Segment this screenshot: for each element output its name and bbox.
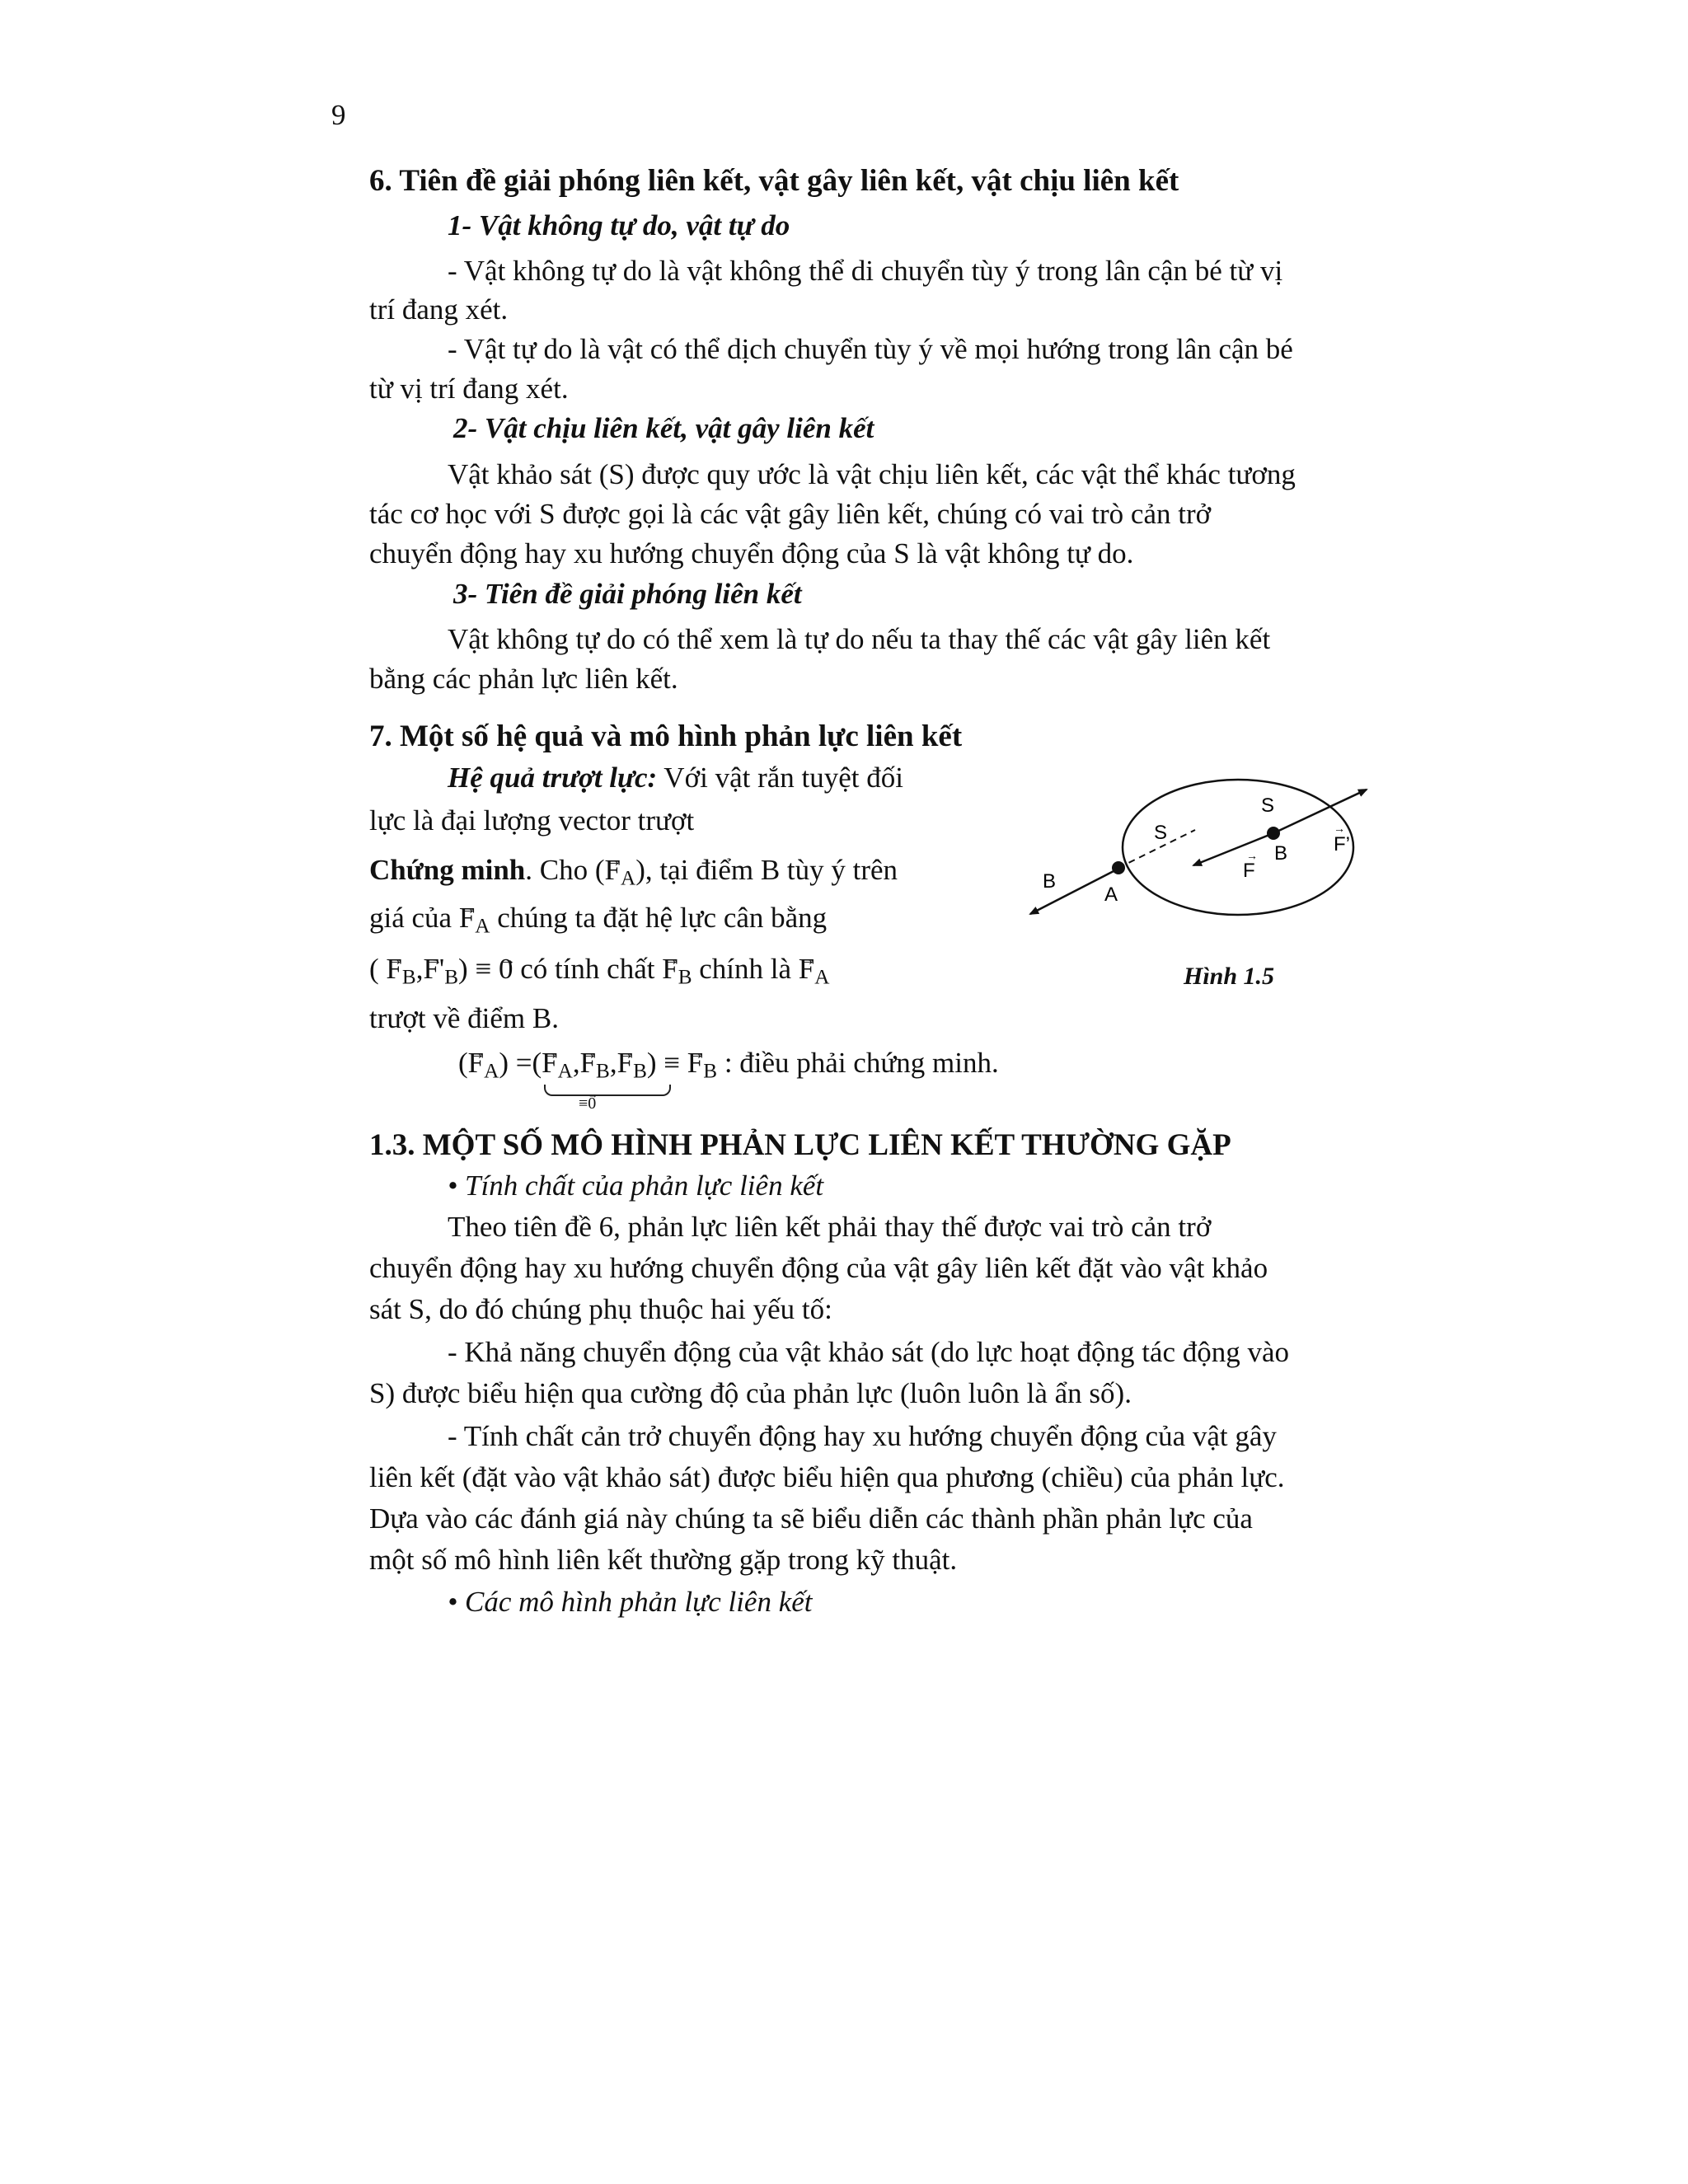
label-S-top: S: [1261, 794, 1275, 817]
page-number: 9: [331, 99, 346, 131]
label-B-left: B: [1043, 870, 1057, 893]
label-Fprime: F’: [1334, 833, 1350, 855]
section-6-title: 6. Tiên đề giải phóng liên kết, vật gây liên kết, vật chịu liên kết: [369, 164, 1179, 198]
figure-caption: Hình 1.5: [1184, 963, 1275, 990]
label-B-right: B: [1274, 842, 1288, 865]
paragraph-line: bằng các phản lực liên kết.: [369, 663, 678, 695]
figure-1-5: [1022, 775, 1385, 940]
paragraph-line: từ vị trí đang xét.: [369, 373, 569, 405]
point-B: [1267, 827, 1280, 840]
bullet-properties: • Tính chất của phản lực liên kết: [448, 1169, 824, 1202]
vector-arrow-Fprime: →: [1334, 822, 1345, 835]
equation: (→ $F_A$) =(→ $F_A,\to F_B,\to F_B$) ≡ → $F_B$ : điều phải chứng minh.: [458, 1043, 999, 1091]
paragraph-line: chuyển động hay xu hướng chuyển động của vật gây liên kết đặt vào vật khảo: [369, 1252, 1268, 1284]
vector-arrow-F: →: [1246, 849, 1258, 862]
paragraph-line: - Vật tự do là vật có thể dịch chuyển tùy ý về mọi hướng trong lân cận bé: [448, 333, 1293, 365]
subheading-1: 1- Vật không tự do, vật tự do: [448, 209, 790, 241]
point-A: [1112, 861, 1125, 874]
paragraph-line: Vật khảo sát (S) được quy ước là vật chịu liên kết, các vật thể khác tương: [448, 458, 1296, 490]
bullet-models: • Các mô hình phản lực liên kết: [448, 1586, 813, 1618]
paragraph-line: chuyển động hay xu hướng chuyển động của S là vật không tự do.: [369, 537, 1134, 569]
paragraph-line: - Khả năng chuyển động của vật khảo sát (do lực hoạt động tác động vào: [448, 1336, 1290, 1368]
paragraph-line: tác cơ học với S được gọi là các vật gây liên kết, chúng có vai trò cản trở: [369, 498, 1212, 530]
paragraph-line: Vật không tự do có thể xem là tự do nếu ta thay thế các vật gây liên kết: [448, 623, 1271, 655]
section-1-3-title: 1.3. MỘT SỐ MÔ HÌNH PHẢN LỰC LIÊN KẾT THƯỜNG GẶP: [369, 1128, 1231, 1162]
force-F-arrow: [1193, 833, 1273, 865]
underbrace: [544, 1085, 671, 1096]
underbrace-label: ≡→ 0: [579, 1094, 596, 1113]
label-F: F: [1243, 860, 1255, 882]
paragraph-line: một số mô hình liên kết thường gặp trong kỹ thuật.: [369, 1544, 958, 1576]
proof-line: Chứng minh. Cho (→ $F_A$), tại điểm B tùy ý trên: [369, 851, 898, 898]
paragraph-line: S) được biểu hiện qua cường độ của phản lực (luôn luôn là ẩn số).: [369, 1377, 1132, 1409]
corollary-line: Hệ quả trượt lực: Với vật rắn tuyệt đối: [448, 762, 903, 794]
label-S-inside: S: [1154, 822, 1168, 844]
paragraph-line: Dựa vào các đánh giá này chúng ta sẽ biểu diễn các thành phần phản lực của: [369, 1502, 1253, 1535]
paragraph-line: trượt về điểm B.: [369, 1002, 559, 1034]
paragraph-line: - Vật không tự do là vật không thể di chuyển tùy ý trong lân cận bé từ vị: [448, 255, 1283, 287]
paragraph-line: lực là đại lượng vector trượt: [369, 804, 695, 837]
proof-label: Chứng minh: [369, 854, 526, 886]
subheading-3: 3- Tiên đề giải phóng liên kết: [453, 578, 802, 610]
paragraph-line: liên kết (đặt vào vật khảo sát) được biểu hiện qua phương (chiều) của phản lực.: [369, 1461, 1285, 1493]
label-A: A: [1104, 883, 1118, 906]
proof-line: ( → $F_B,\to F'_B$) ≡ → 0 có tính chất → $F_B$ chính là → $F_A$: [369, 949, 829, 997]
force-Fprime-arrow: [1273, 790, 1367, 833]
paragraph-line: Theo tiên đề 6, phản lực liên kết phải thay thế được vai trò cản trở: [448, 1211, 1212, 1243]
paragraph-line: - Tính chất cản trở chuyển động hay xu hướng chuyển động của vật gây: [448, 1420, 1277, 1452]
subheading-2: 2- Vật chịu liên kết, vật gây liên kết: [453, 412, 874, 444]
proof-line: giá của → $F_A$ chúng ta đặt hệ lực cân bằng: [369, 898, 827, 946]
paragraph-line: sát S, do đó chúng phụ thuộc hai yếu tố:: [369, 1293, 832, 1325]
paragraph-line: trí đang xét.: [369, 293, 509, 326]
section-7-title: 7. Một số hệ quả và mô hình phản lực liên kết: [369, 719, 963, 753]
corollary-label: Hệ quả trượt lực:: [448, 762, 658, 794]
